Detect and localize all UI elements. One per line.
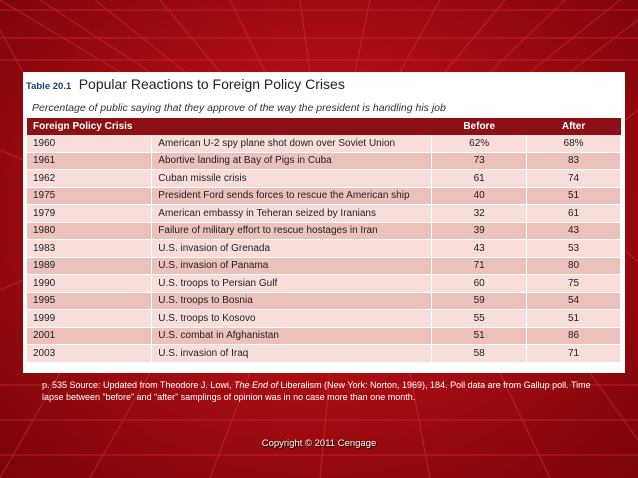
table-row [27,275,621,293]
cell-event: American embassy in Teheran seized by Iranians [152,205,432,223]
table-row [27,135,621,152]
cell-before: 59 [432,292,527,310]
cell-after: 75 [527,275,621,293]
cell-year: 1989 [27,257,152,275]
cell-year: 1962 [27,170,152,188]
crisis-table [27,118,621,363]
cell-event: U.S. troops to Kosovo [152,310,432,328]
cell-after: 71 [527,345,621,363]
table-row [27,292,621,310]
cell-before: 55 [432,310,527,328]
cell-after: 53 [527,240,621,258]
table-row [27,257,621,275]
cell-event: President Ford sends forces to rescue the American ship [152,187,432,205]
source-caption [42,379,602,403]
cell-year: 2001 [27,327,152,345]
cell-after: 51 [527,310,621,328]
caption-text-2: Liberalism (New York: Norton, 1969), 184. Poll data are from Gallup poll. Time lapse between “before” and “after” samplings of opinion was in no case more than one month. [42,380,591,402]
cell-before: 51 [432,327,527,345]
table-panel [23,72,625,373]
cell-year: 2003 [27,345,152,363]
cell-year: 1995 [27,292,152,310]
table-row [27,327,621,345]
table-number: Table 20.1 [26,81,72,92]
cell-event: American U-2 spy plane shot down over Soviet Union [152,135,432,152]
header-crisis: Foreign Policy Crisis [27,118,432,135]
cell-before: 40 [432,187,527,205]
cell-event: Failure of military effort to rescue hostages in Iran [152,222,432,240]
cell-year: 1975 [27,187,152,205]
cell-before: 73 [432,152,527,170]
table-row [27,152,621,170]
cell-after: 51 [527,187,621,205]
table-subtitle: Percentage of public saying that they approve of the way the president is handling his job [32,102,446,114]
cell-year: 1960 [27,135,152,152]
cell-year: 1980 [27,222,152,240]
cell-event: U.S. invasion of Iraq [152,345,432,363]
cell-after: 86 [527,327,621,345]
cell-event: U.S. invasion of Grenada [152,240,432,258]
cell-after: 74 [527,170,621,188]
cell-event: U.S. combat in Afghanistan [152,327,432,345]
cell-before: 58 [432,345,527,363]
table-row [27,205,621,223]
cell-before: 43 [432,240,527,258]
cell-after: 43 [527,222,621,240]
header-after: After [527,118,621,135]
cell-year: 1979 [27,205,152,223]
cell-after: 80 [527,257,621,275]
table-row [27,310,621,328]
cell-before: 61 [432,170,527,188]
cell-before: 32 [432,205,527,223]
copyright-notice: Copyright © 2011 Cengage [261,438,377,449]
caption-text-1: p. 535 Source: Updated from Theodore J. Lowi, [42,380,234,390]
cell-before: 62% [432,135,527,152]
cell-event: Cuban missile crisis [152,170,432,188]
cell-before: 60 [432,275,527,293]
cell-after: 68% [527,135,621,152]
table-header-row [27,118,621,135]
cell-before: 39 [432,222,527,240]
header-before: Before [432,118,527,135]
table-row [27,345,621,363]
cell-before: 71 [432,257,527,275]
table-row [27,240,621,258]
cell-after: 83 [527,152,621,170]
cell-year: 1983 [27,240,152,258]
cell-year: 1961 [27,152,152,170]
table-title-row [26,76,345,96]
caption-book-title: The End of [233,380,278,390]
cell-after: 54 [527,292,621,310]
cell-event: U.S. troops to Bosnia [152,292,432,310]
cell-year: 1999 [27,310,152,328]
table-row [27,187,621,205]
cell-event: Abortive landing at Bay of Pigs in Cuba [152,152,432,170]
cell-event: U.S. troops to Persian Gulf [152,275,432,293]
cell-year: 1990 [27,275,152,293]
table-row [27,222,621,240]
table-title: Popular Reactions to Foreign Policy Crises [78,76,345,92]
cell-after: 61 [527,205,621,223]
table-row [27,170,621,188]
cell-event: U.S. invasion of Panama [152,257,432,275]
